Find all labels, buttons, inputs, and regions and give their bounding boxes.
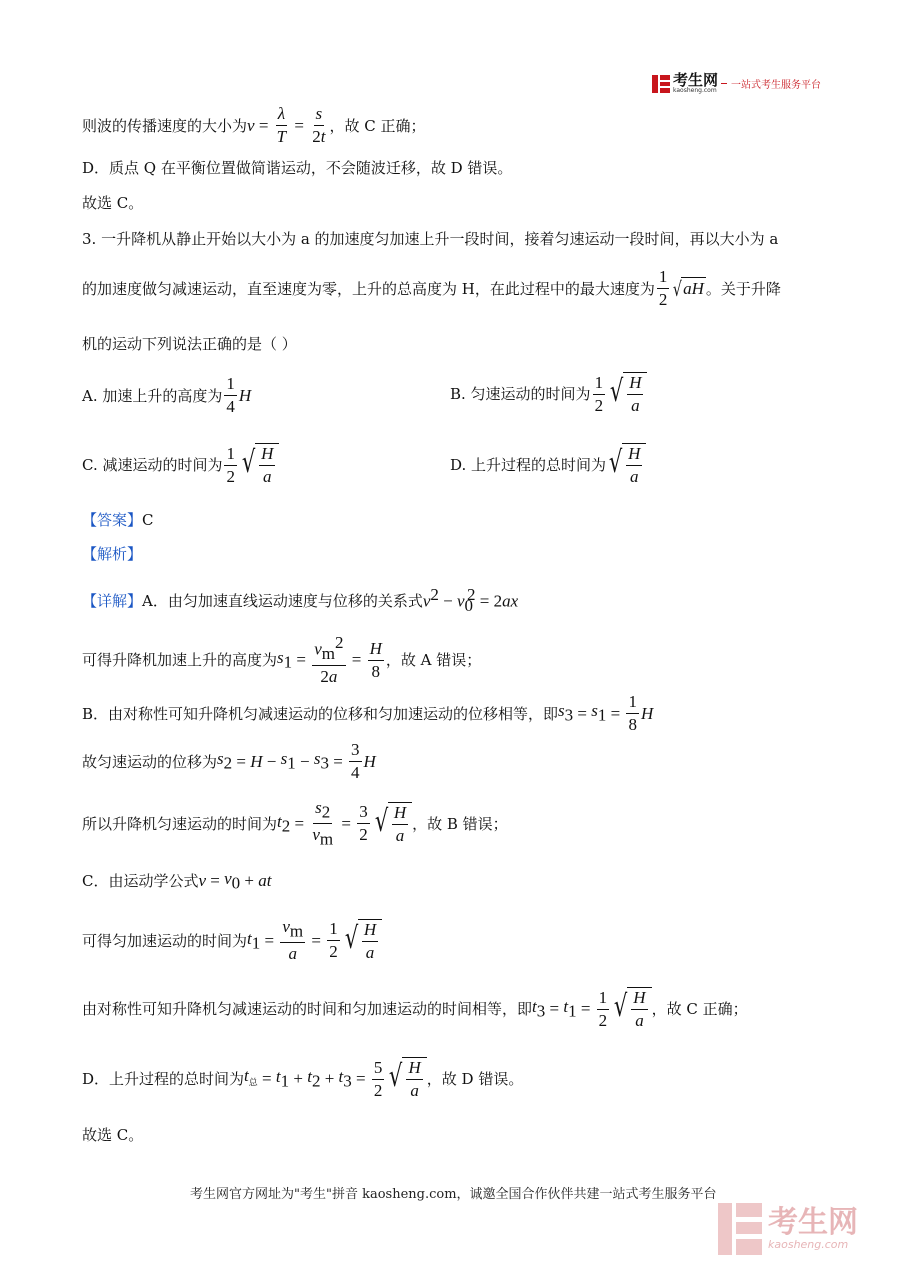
option-d[interactable]: D. 上升过程的总时间为 √ $\frac{H}{a}$	[450, 443, 646, 487]
question-3-line-2: 的加速度做匀减速运动，直至速度为零，上升的总高度为 H，在此过程中的最大速度为 $\frac{1}{2}$ √ aH 。关于升降	[82, 267, 781, 309]
solution-c-line-3: 由对称性可知升降机匀减速运动的时间和匀加速运动的时间相等，即 $t_3$ = $t_1$ = $\frac{1}{2}$ √ $\frac{H}{a}$ ，故 C 正确；	[82, 987, 748, 1030]
solution-b-line-3: 所以升降机匀速运动的时间为 $t_2$ = $\frac{s_2}{v_m}$ = $\frac{3}{2}$ √ $\frac{H}{a}$ ，故 B 错误；	[82, 798, 508, 849]
header-logo	[652, 73, 821, 94]
watermark-logo-icon	[718, 1203, 762, 1255]
solution-b-line-2: 故匀速运动的位移为 $s_2$ = H − $s_1$ − $s_3$ = $\frac{3}{4}$ H	[82, 740, 376, 782]
option-b[interactable]: B. 匀速运动的时间为 $\frac{1}{2}$ √ $\frac{H}{a}$	[450, 372, 647, 416]
question-3-line-1: 3. 一升降机从静止开始以大小为 a 的加速度匀加速上升一段时间，接着匀速运动一段时间，再以大小为 a	[82, 230, 779, 248]
watermark-text: 考生网	[768, 1205, 858, 1241]
question-3-line-3: 机的运动下列说法正确的是（ ）	[82, 335, 297, 353]
answer-tag: 【答案】	[82, 511, 143, 529]
solution-d-line: D．上升过程的总时间为 $t_总$ = $t_1$ + $t_2$ + $t_3$ = $\frac{5}{2}$ √ $\frac{H}{a}$ ，故 D 错误。	[82, 1057, 524, 1100]
logo-slogan: 一站式考生服务平台	[731, 80, 822, 91]
solution-a-line-2: 可得升降机加速上升的高度为 $s_1$ = $\frac{v_m^2}{2a}$ = $\frac{H}{8}$ ，故 A 错误；	[82, 633, 482, 687]
line-point-q: D．质点 Q 在平衡位置做简谐运动，不会随波迁移，故 D 错误。	[82, 159, 513, 177]
detail-tag: 【详解】	[82, 591, 143, 610]
answer-value: C	[142, 511, 154, 529]
solution-c-line-2: 可得匀加速运动的时间为 $t_1$ = $\frac{v_m}{a}$ = $\frac{1}{2}$ √ $\frac{H}{a}$	[82, 917, 382, 964]
solution-b-line-1: B．由对称性可知升降机匀减速运动的位移和匀加速运动的位移相等，即 $s_3$ = $s_1$ = $\frac{1}{8}$ H	[82, 692, 654, 734]
analysis-tag: 【解析】	[82, 545, 143, 563]
logo-icon	[652, 75, 670, 93]
logo-name: 考生网	[673, 71, 719, 89]
logo-domain: kaosheng.com	[673, 87, 717, 94]
line-wave-speed: 则波的传播速度的大小为 v = $\frac{\lambda}{T}$ = $\frac{s}{2t}$ ，故 C 正确；	[82, 104, 426, 146]
answer-line	[82, 509, 154, 531]
analysis-line	[82, 543, 142, 565]
line-choose-c-1: 故选 C。	[82, 194, 144, 212]
solution-a-line-1: 【详解】 A．由匀加速直线运动速度与位移的关系式 $v^2 - v_0^2 = 2ax$	[82, 585, 519, 616]
line-choose-c-2: 故选 C。	[82, 1126, 144, 1144]
watermark-domain: kaosheng.com	[768, 1237, 849, 1251]
footer-text: 考生网官方网址为"考生"拼音 kaosheng.com，诚邀全国合作伙伴共建一站式考生服务平台	[190, 1187, 717, 1202]
watermark	[718, 1203, 858, 1255]
solution-c-line-1: C．由运动学公式 v = $v_0$ + at	[82, 869, 272, 893]
option-a[interactable]: A. 加速上升的高度为 $\frac{1}{4}$ H	[82, 374, 252, 416]
option-c[interactable]: C. 减速运动的时间为 $\frac{1}{2}$ √ $\frac{H}{a}$	[82, 443, 279, 487]
